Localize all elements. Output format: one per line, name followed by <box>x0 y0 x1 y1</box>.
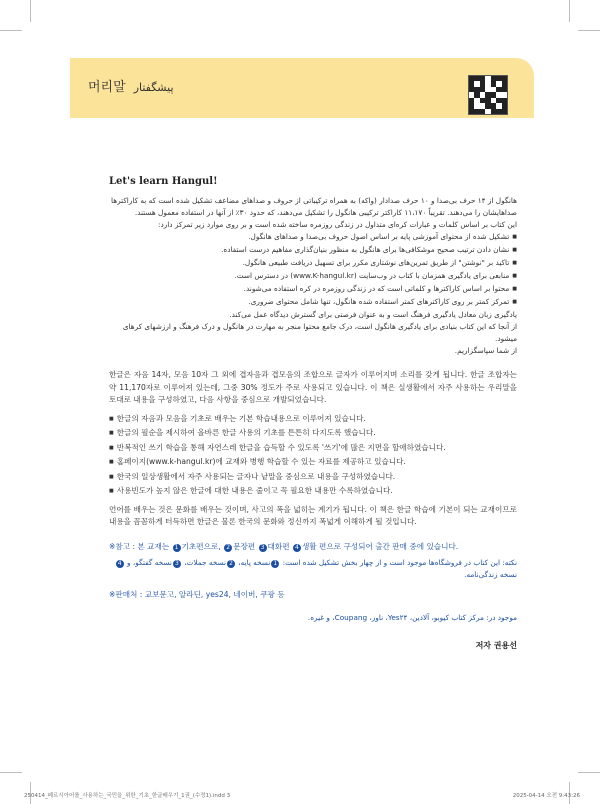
title-korean: 머리말 <box>88 80 126 95</box>
list-item: ■ نشان دادن ترتیب صحیح موشکافی‌ها برای هانگول به منظور بنیان‌گذاری مفاهیم درست استفاده. <box>109 244 517 256</box>
number-badge: 4 <box>116 560 124 568</box>
list-item: ■ 한국의 일상생활에서 자주 사용되는 글자나 낱말을 중심으로 내용을 구성하였습니다. <box>109 471 517 484</box>
list-item: ■ محتوا بر اساس کاراکترها و کلماتی است که در زندگی روزمره در کره استفاده می‌شوند. <box>109 283 517 295</box>
note-text: نسخه جملات، <box>181 558 226 567</box>
list-item: ■ تمرکز کمتر بر روی کاراکترهای کمتر استفاده شده هانگول، تنها شامل محتوای ضروری. <box>109 296 517 308</box>
persian-section <box>109 195 517 357</box>
page-title <box>88 82 174 95</box>
number-badge: 3 <box>173 560 181 568</box>
number-badge: 1 <box>173 544 181 552</box>
fa-paragraph: این کتاب بر اساس کلمات و عبارات کره‌ای متداول در زندگی روزمره ساخته شده است و بر روی موارد زیر تمرکز دارد: <box>158 220 517 229</box>
note-text: 기초편으로, <box>181 541 224 551</box>
list-item: ■ 사용빈도가 높지 않은 한글에 대한 내용은 줄이고 꼭 필요한 내용만 수록하였습니다. <box>109 485 517 498</box>
fa-paragraph: صداهایشان را می‌دهند. تقریباً ۱۱،۱۷۰ کاراکتر ترکیبی هانگول را تشکیل می‌دهند، که حدود ۳۰٪ از آنها در استفاده معمول هستند. <box>134 208 517 217</box>
ko-bullet-list <box>109 413 517 498</box>
list-item: ■ 반복적인 쓰기 학습을 통해 자연스레 한글을 습득할 수 있도록 '쓰기'에 많은 지면을 할애하였습니다. <box>109 442 517 455</box>
number-badge: 3 <box>259 544 267 552</box>
note-text: نسخه زندگی‌نامه. <box>464 570 517 579</box>
fa-paragraph: از شما سپاسگزاریم. <box>454 346 517 355</box>
number-badge: 1 <box>271 560 279 568</box>
korean-section <box>109 369 517 529</box>
crop-mark <box>0 772 22 773</box>
note-text: 생활 편으로 구성되어 출간 판매 중에 있습니다. <box>301 541 459 551</box>
crop-mark <box>578 772 600 773</box>
fa-bullet-list <box>109 231 517 308</box>
note-text: ※참고 : 본 교재는 <box>109 541 172 551</box>
number-badge: 4 <box>293 544 301 552</box>
list-item: ■ 한글의 자음과 모음을 기초로 배우는 기본 학습내용으로 이루어져 있습니다. <box>109 413 517 426</box>
crop-mark <box>30 0 31 22</box>
footer-filename: 250414_페르시아어를_사용하는_국민을_위한_기초_한글배우기_1권_(수정1).indd 3 <box>24 793 231 799</box>
author-name: 저자 권용선 <box>475 640 517 650</box>
fa-paragraph: یادگیری زبان معادل یادگیری فرهنگ است و به عنوان فرصتی برای گسترش دیدگاه عمل می‌کند. <box>229 310 517 319</box>
note-text: نکته: این کتاب در فروشگاه‌ها موجود است و از چهار بخش تشکیل شده است: <box>280 558 517 567</box>
section-heading: Let's learn Hangul! <box>109 176 218 187</box>
note-korean <box>109 541 517 554</box>
number-badge: 2 <box>227 560 235 568</box>
list-item: ■ تشکیل شده از محتوای آموزشی پایه بر اساس اصول حروف بی‌صدا و صداهای هانگول. <box>109 231 517 243</box>
list-item: ■ 한글의 필순을 제시하여 올바른 한글 사용의 기초를 튼튼히 다지도록 했습니다. <box>109 427 517 440</box>
main-content <box>109 176 517 651</box>
crop-mark <box>578 30 600 31</box>
ko-paragraph: 한글은 자음 14자, 모음 10자 그 외에 겹자음과 겹모음의 조합으로 글자가 이루어지며 소리를 갖게 됩니다. 한글 조합자는 약 11,170자로 이루어져 있는데, 그중 30% 정도가 주로 사용되고 있습니다. 이 책은 실생활에서 자주 사용하는 우리말을 토대로 내용을 구성하였고, 다음 사항을 중심으로 개발되었습니다. <box>109 370 517 404</box>
print-footer <box>24 791 580 799</box>
list-item: ■ 홈페이지(www.k-hangul.kr)에 교재와 병행 학습할 수 있는 자료를 제공하고 있습니다. <box>109 456 517 469</box>
crop-mark <box>569 0 570 22</box>
note-text: 문장편 <box>233 541 258 551</box>
ko-paragraph: 언어를 배우는 것은 문화를 배우는 것이며, 사고의 폭을 넓히는 계기가 됩니다. 이 책은 한글 학습에 기본이 되는 교재이므로 내용을 꼼꼼하게 터득하면 한글은 물론 한국의 문화와 정신까지 폭넓게 이해하게 될 것입니다. <box>109 504 517 526</box>
title-banner <box>70 58 534 118</box>
note-persian <box>109 557 517 581</box>
number-badge: 2 <box>224 544 232 552</box>
note-text: نسخه پایه، <box>235 558 271 567</box>
note-text: 대화편 <box>267 541 292 551</box>
sellers-persian: موجود در: مرکز کتاب کیوبو، آلادین، Yes۲۴، ناور، Coupang، و غیره. <box>307 612 517 622</box>
fa-paragraph: هانگول از ۱۴ حرف بی‌صدا و ۱۰ حرف صدادار (واکه) به همراه ترکیباتی از حروف و صداهای مضاعف تشکیل شده است که به کاراکترها <box>111 196 517 205</box>
qr-code-icon[interactable] <box>468 75 508 115</box>
list-item: ■ منابعی برای یادگیری همزمان با کتاب در وب‌سایت (www.K-hangul.kr) در دسترس است. <box>109 270 517 282</box>
title-persian: پیشگفتار <box>133 81 174 94</box>
sellers-korean: ※판매처 : 교보문고, 알라딘, yes24, 네이버, 쿠팡 등 <box>109 590 285 599</box>
crop-mark <box>0 30 22 31</box>
footer-timestamp: 2025-04-14 오전 9:43:26 <box>512 793 580 799</box>
note-text: نسخه گفتگو، و <box>124 558 172 567</box>
fa-paragraph: از آنجا که این کتاب بنیادی برای یادگیری هانگول است، درک جامع محتوا منجر به مهارت در هانگول و درک فرهنگ و ارزشهای کرهای میشود. <box>122 322 517 343</box>
list-item: ■ تاکید بر "نوشتن" از طریق تمرین‌های نوشتاری مکرر برای تسهیل دریافت طبیعی هانگول. <box>109 257 517 269</box>
